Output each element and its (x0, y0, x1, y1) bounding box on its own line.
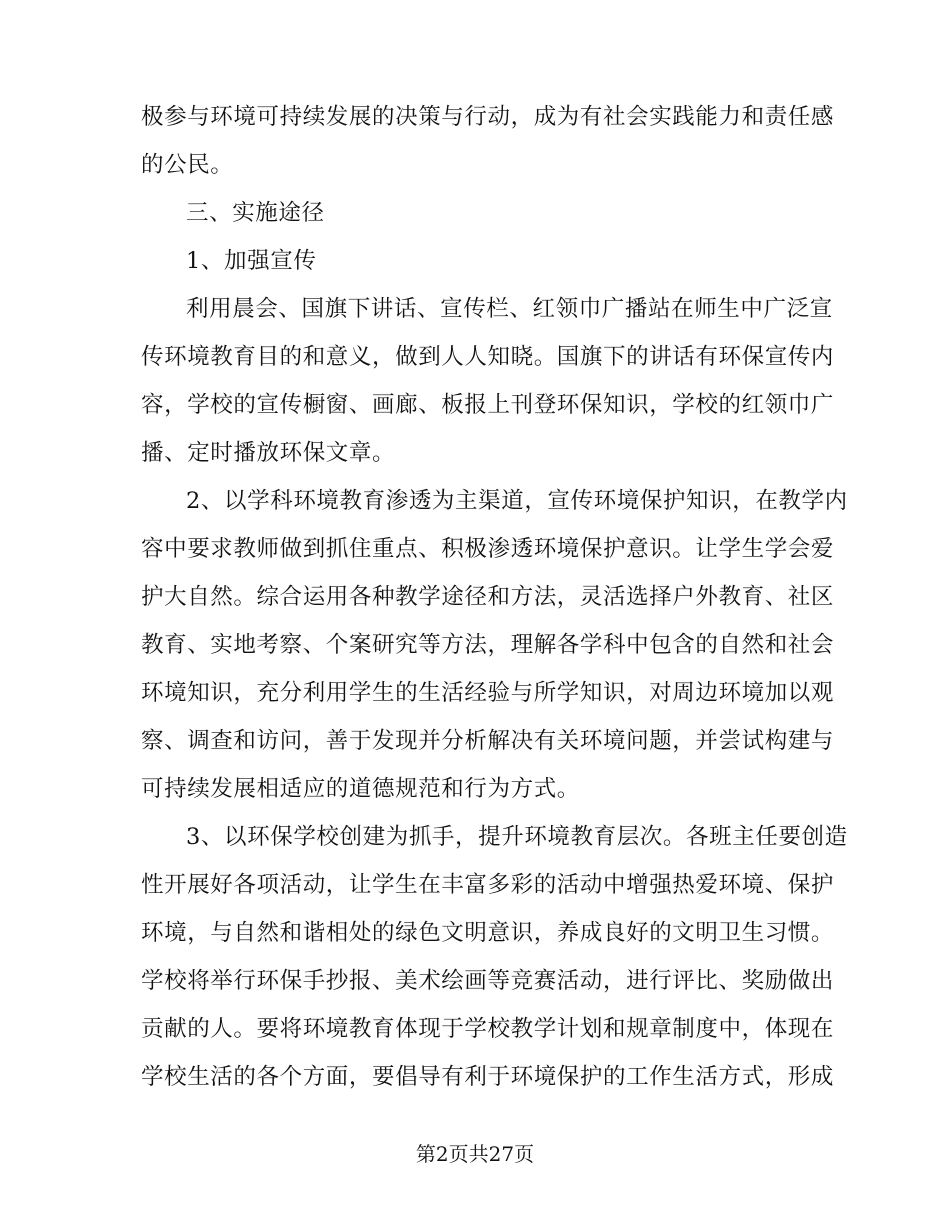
section-heading: 三、实施途径 (186, 200, 325, 226)
text-line: 的公民。 (141, 152, 234, 178)
text-line: 播、定时播放环保文章。 (141, 440, 396, 466)
text-line: 学校将举行环保手抄报、美术绘画等竞赛活动，进行评比、奖励做出 (141, 968, 835, 994)
text-line: 性开展好各项活动，让学生在丰富多彩的活动中增强热爱环境、保护 (141, 872, 835, 898)
text-line: 极参与环境可持续发展的决策与行动，成为有社会实践能力和责任感 (141, 104, 835, 130)
text-line: 教育、实地考察、个案研究等方法，理解各学科中包含的自然和社会 (141, 632, 835, 658)
text-line: 3、以环保学校创建为抓手，提升环境教育层次。各班主任要创造 (186, 824, 848, 850)
text-line: 护大自然。综合运用各种教学途径和方法，灵活选择户外教育、社区 (141, 584, 835, 610)
text-line: 学校生活的各个方面，要倡导有利于环境保护的工作生活方式，形成 (141, 1064, 835, 1090)
text-line: 容中要求教师做到抓住重点、积极渗透环境保护意识。让学生学会爱 (141, 536, 835, 562)
text-line: 察、调查和访问，善于发现并分析解决有关环境问题，并尝试构建与 (141, 728, 835, 754)
text-line: 可持续发展相适应的道德规范和行为方式。 (141, 776, 580, 802)
text-line: 贡献的人。要将环境教育体现于学校教学计划和规章制度中，体现在 (141, 1016, 835, 1042)
text-line: 利用晨会、国旗下讲话、宣传栏、红领巾广播站在师生中广泛宣 (186, 296, 833, 322)
subsection-heading: 1、加强宣传 (186, 248, 317, 274)
page-number-footer: 第2页共27页 (415, 1142, 535, 1166)
text-line: 2、以学科环境教育渗透为主渠道，宣传环境保护知识，在教学内 (186, 488, 848, 514)
text-line: 环境知识，充分利用学生的生活经验与所学知识，对周边环境加以观 (141, 680, 835, 706)
text-line: 环境，与自然和谐相处的绿色文明意识，养成良好的文明卫生习惯。 (141, 920, 835, 946)
text-line: 传环境教育目的和意义，做到人人知晓。国旗下的讲话有环保宣传内 (141, 344, 835, 370)
text-line: 容，学校的宣传橱窗、画廊、板报上刊登环保知识，学校的红领巾广 (141, 392, 835, 418)
